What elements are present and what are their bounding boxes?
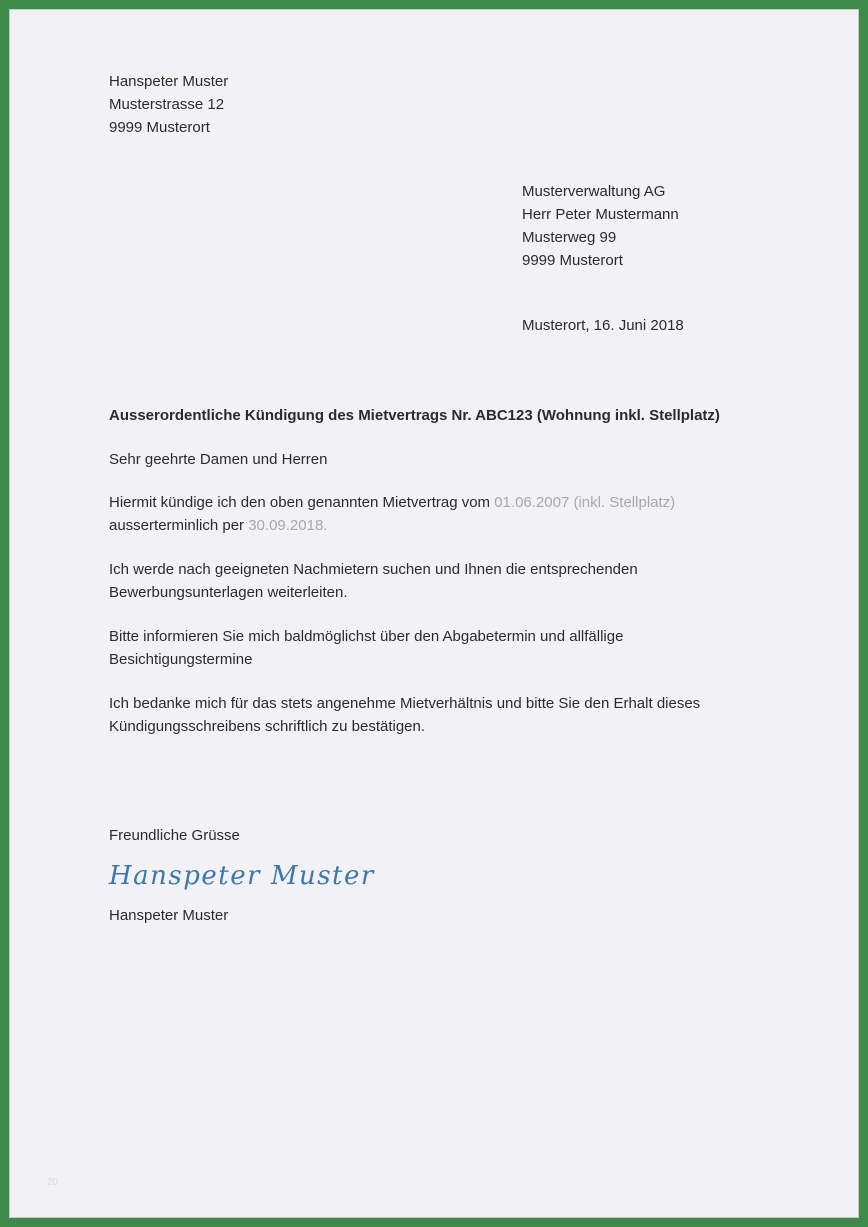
recipient-street: Musterweg 99 [522, 229, 617, 246]
page-number: 20 [47, 1177, 59, 1188]
recipient-city: 9999 Musterort [522, 252, 623, 269]
paragraph-termination [109, 491, 757, 537]
sender-name: Hanspeter Muster [109, 73, 229, 90]
signer-name: Hanspeter Muster [109, 907, 229, 924]
date-line: Musterort, 16. Juni 2018 [522, 317, 684, 334]
recipient-person: Herr Peter Mustermann [522, 206, 679, 223]
paragraph-confirmation-request: Ich bedanke mich für das stets angenehme Mietverhältnis und bitte Sie den Erhalt dieses Kündigungsschreibens schriftlich zu bestätigen. [109, 695, 701, 735]
paragraph-viewing-dates: Bitte informieren Sie mich baldmöglichst über den Abgabetermin und allfällige Besichtigungstermine [109, 628, 624, 668]
paragraph-successor-tenants: Ich werde nach geeigneten Nachmietern suchen und Ihnen die entsprechenden Bewerbungsunterlagen weiterleiten. [109, 561, 638, 601]
sender-street: Musterstrasse 12 [109, 96, 225, 113]
subject-line: Ausserordentliche Kündigung des Mietvertrags Nr. ABC123 (Wohnung inkl. Stellplatz) [109, 407, 720, 424]
termination-date-placeholder: 30.09.2018. [248, 517, 328, 534]
recipient-address-block [522, 180, 679, 272]
contract-date-placeholder: 01.06.2007 (inkl. Stellplatz) [494, 494, 676, 511]
closing-phrase: Freundliche Grüsse [109, 827, 240, 844]
sender-city: 9999 Musterort [109, 119, 210, 136]
salutation: Sehr geehrte Damen und Herren [109, 451, 328, 468]
sender-address-block [109, 70, 228, 139]
letter-body [109, 491, 757, 759]
handwritten-signature: Hanspeter Muster [109, 861, 375, 891]
recipient-company: Musterverwaltung AG [522, 183, 666, 200]
termination-text-2: ausserterminlich per [109, 517, 249, 534]
termination-text-1: Hiermit kündige ich den oben genannten Mietvertrag vom [109, 494, 495, 511]
